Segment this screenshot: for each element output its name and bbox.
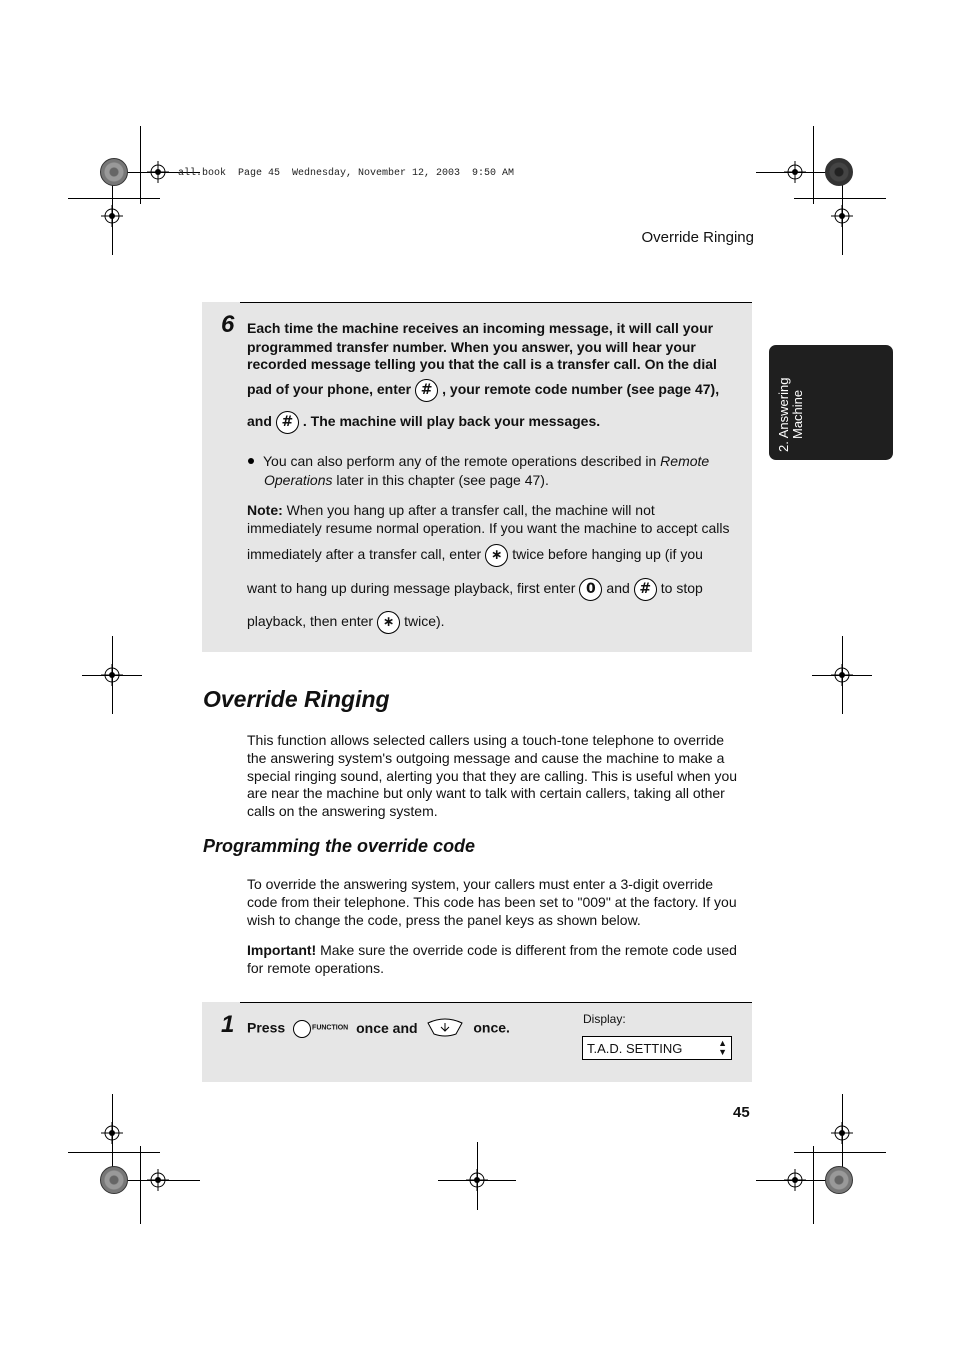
registration-mark-icon <box>101 664 123 686</box>
registration-mark-icon <box>147 161 169 183</box>
note-text-5b: twice). <box>404 613 445 630</box>
registration-mark-icon <box>784 161 806 183</box>
display-label: Display: <box>583 1012 626 1026</box>
step-6-line4-b: , your remote code number (see page 47), <box>442 381 720 398</box>
registration-mark-icon <box>101 205 123 227</box>
step-6-box <box>202 302 752 652</box>
important-label: Important! <box>247 942 317 958</box>
color-target-icon <box>100 158 128 186</box>
subsection-para <box>247 876 747 929</box>
step-6-line3: recorded message telling you that the call is a transfer call. On the dial <box>247 356 717 372</box>
note-line5 <box>247 611 445 634</box>
hash-key-icon: # <box>276 411 299 434</box>
important-text: Make sure the override code is different from the remote code used for remote operations. <box>247 942 737 976</box>
note-text-3a: immediately after a transfer call, enter <box>247 546 482 563</box>
color-target-icon <box>825 158 853 186</box>
once-text: once. <box>473 1019 510 1036</box>
subsection-title: Programming the override code <box>203 836 476 856</box>
down-arrow-key-icon <box>426 1017 464 1041</box>
bullet-text-a: You can also perform any of the remote operations described in <box>263 453 657 469</box>
chapter-tab-label <box>777 356 805 452</box>
bullet-item <box>247 452 709 470</box>
bullet-text-b: later in this chapter (see page 47). <box>336 472 549 488</box>
lcd-display-text: T.A.D. SETTING <box>587 1041 683 1056</box>
registration-mark-icon <box>831 1122 853 1144</box>
section-intro <box>247 732 747 821</box>
bullet-item-cont <box>264 471 549 489</box>
note-text-3b: twice before hanging up (if you <box>512 546 703 563</box>
bullet-italic-1: Remote <box>660 453 710 469</box>
note-text-4a: want to hang up during message playback, first enter <box>247 580 576 597</box>
function-key-icon <box>293 1020 311 1038</box>
step-6-line5-a: and <box>247 413 272 430</box>
note-line2: immediately resume normal operation. If you want the machine to accept calls <box>247 520 730 536</box>
color-target-icon <box>100 1166 128 1194</box>
registration-mark-icon <box>466 1169 488 1191</box>
step-6-line5-b: . The machine will play back your messages. <box>302 413 601 430</box>
function-key-label: FUNCTION <box>312 1024 349 1032</box>
running-head: Override Ringing <box>641 229 754 246</box>
registration-mark-icon <box>831 205 853 227</box>
lcd-display <box>582 1036 732 1060</box>
once-and-text: once and <box>356 1019 418 1036</box>
zero-key-icon: 0 <box>579 578 602 601</box>
bullet-dot-icon <box>248 458 254 464</box>
step-6-line4 <box>247 379 719 402</box>
note-line3 <box>247 544 703 567</box>
note-line4 <box>247 578 703 601</box>
important-note <box>247 942 747 978</box>
press-text: Press <box>247 1019 286 1036</box>
file-info: all.book Page 45 Wednesday, November 12, 2003 9:50 AM <box>178 168 515 179</box>
color-target-icon <box>825 1166 853 1194</box>
section-intro-text: This function allows selected callers using a touch-tone telephone to override the answering system's outgoing message and cause the machine to make a special ringing sound, alerting you that they are calling. This is useful when you are near the machine but only want to talk with certain callers, taking all other calls on the answering system. <box>247 732 738 820</box>
note-line1 <box>247 501 655 519</box>
up-down-arrows-icon: ▲ ▼ <box>718 1038 727 1057</box>
hash-key-icon: # <box>634 578 657 601</box>
step-6-line1: Each time the machine receives an incoming message, it will call your <box>247 320 714 336</box>
registration-mark-icon <box>831 664 853 686</box>
chapter-tab-line2: Machine <box>790 389 805 439</box>
step-6-line4-a: pad of your phone, enter <box>247 381 412 398</box>
registration-mark-icon <box>147 1169 169 1191</box>
step-6-line2: programmed transfer number. When you answer, you will hear your <box>247 339 696 355</box>
note-text-1: When you hang up after a transfer call, the machine will not <box>286 502 655 518</box>
star-key-icon: ∗ <box>485 544 508 567</box>
subsection-para-text: To override the answering system, your callers must enter a 3-digit override code from their telephone. This code has been set to "009" at the factory. If you wish to change the code, press the panel keys as shown below. <box>247 876 737 928</box>
registration-mark-icon <box>101 1122 123 1144</box>
chapter-tab-line1: 2. Answering <box>776 377 791 452</box>
note-text-4b: and <box>606 580 630 597</box>
page-number: 45 <box>733 1104 750 1121</box>
section-title: Override Ringing <box>203 686 390 712</box>
step-number: 1 <box>221 1011 235 1038</box>
note-text-5a: playback, then enter <box>247 613 374 630</box>
registration-mark-icon <box>784 1169 806 1191</box>
hash-key-icon: # <box>415 379 438 402</box>
bullet-italic-2: Operations <box>264 472 333 488</box>
step-1-instruction <box>247 1017 510 1041</box>
step-number: 6 <box>221 311 235 338</box>
star-key-icon: ∗ <box>377 611 400 634</box>
note-label: Note: <box>247 502 283 518</box>
note-text-4c: to stop <box>660 580 703 597</box>
step-6-line5 <box>247 411 600 434</box>
